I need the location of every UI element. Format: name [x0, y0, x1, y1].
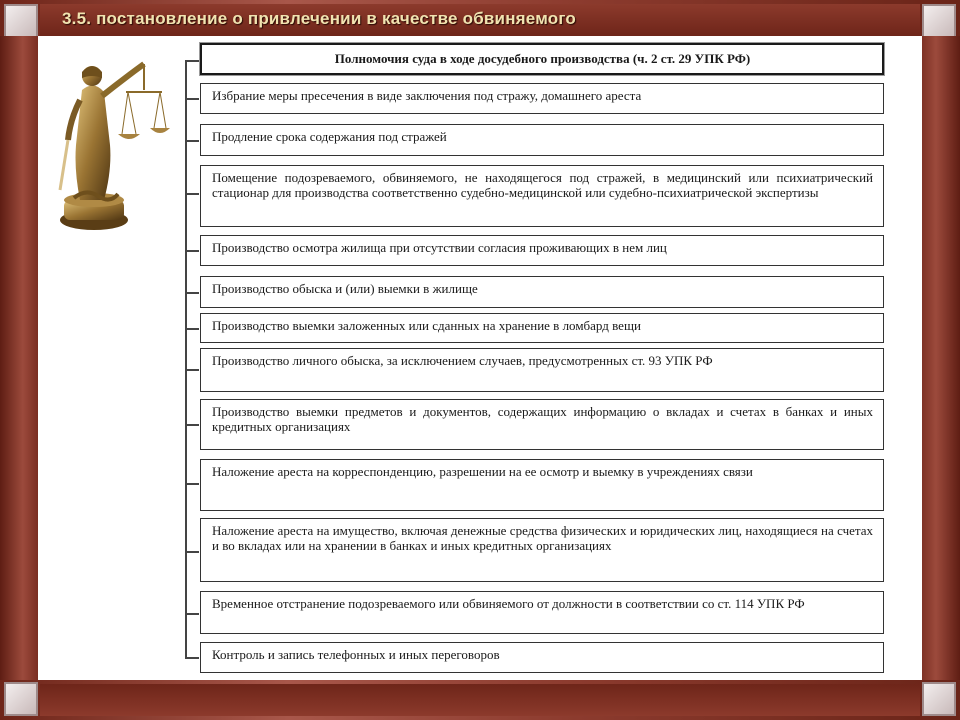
diagram-item: Производство личного обыска, за исключением случаев, предусмотренных ст. 93 УПК РФ	[200, 348, 884, 392]
diagram-item: Помещение подозреваемого, обвиняемого, не находящегося под стражей, в медицинский или психиатрический стационар для производства соответственно судебно-медицинской или судебно-психиатрической экспертизы	[200, 165, 884, 227]
diagram-connector	[185, 193, 199, 195]
corner-top-left	[4, 4, 38, 38]
diagram-connector	[185, 140, 199, 142]
diagram-item: Контроль и запись телефонных и иных переговоров	[200, 642, 884, 673]
corner-bottom-right	[922, 682, 956, 716]
diagram-item: Наложение ареста на имущество, включая денежные средства физических и юридических лиц, находящиеся на счетах и во вкладах или на хранении в банках и иных кредитных организациях	[200, 518, 884, 582]
corner-bottom-left	[4, 682, 38, 716]
diagram-connector	[185, 657, 199, 659]
slide-title: 3.5. постановление о привлечении в качестве обвиняемого	[62, 9, 576, 28]
diagram-connector	[185, 250, 199, 252]
diagram-item: Производство осмотра жилища при отсутствии согласия проживающих в нем лиц	[200, 235, 884, 266]
themis-statue-icon	[52, 50, 170, 236]
diagram-connector	[185, 60, 199, 62]
diagram-item: Производство обыска и (или) выемки в жилище	[200, 276, 884, 308]
diagram-item: Продление срока содержания под стражей	[200, 124, 884, 156]
frame-side-left	[0, 36, 38, 680]
diagram-connector	[185, 613, 199, 615]
diagram-connector	[185, 98, 199, 100]
diagram-connector	[185, 369, 199, 371]
corner-top-right	[922, 4, 956, 38]
diagram-connector	[185, 424, 199, 426]
diagram-header: Полномочия суда в ходе досудебного производства (ч. 2 ст. 29 УПК РФ)	[200, 43, 884, 75]
diagram-connector	[185, 483, 199, 485]
diagram-bracket	[185, 60, 187, 658]
diagram-connector	[185, 328, 199, 330]
frame-bottom	[40, 684, 920, 716]
diagram-item: Временное отстранение подозреваемого или обвиняемого от должности в соответствии со ст. 114 УПК РФ	[200, 591, 884, 634]
diagram-connector	[185, 551, 199, 553]
diagram-item: Избрание меры пресечения в виде заключения под стражу, домашнего ареста	[200, 83, 884, 114]
frame-side-right	[920, 36, 960, 680]
diagram-item: Наложение ареста на корреспонденцию, разрешении на ее осмотр и выемку в учреждениях связи	[200, 459, 884, 511]
diagram-item: Производство выемки предметов и документов, содержащих информацию о вкладах и счетах в банках и иных кредитных организациях	[200, 399, 884, 450]
diagram-connector	[185, 292, 199, 294]
diagram-item: Производство выемки заложенных или сданных на хранение в ломбард вещи	[200, 313, 884, 343]
